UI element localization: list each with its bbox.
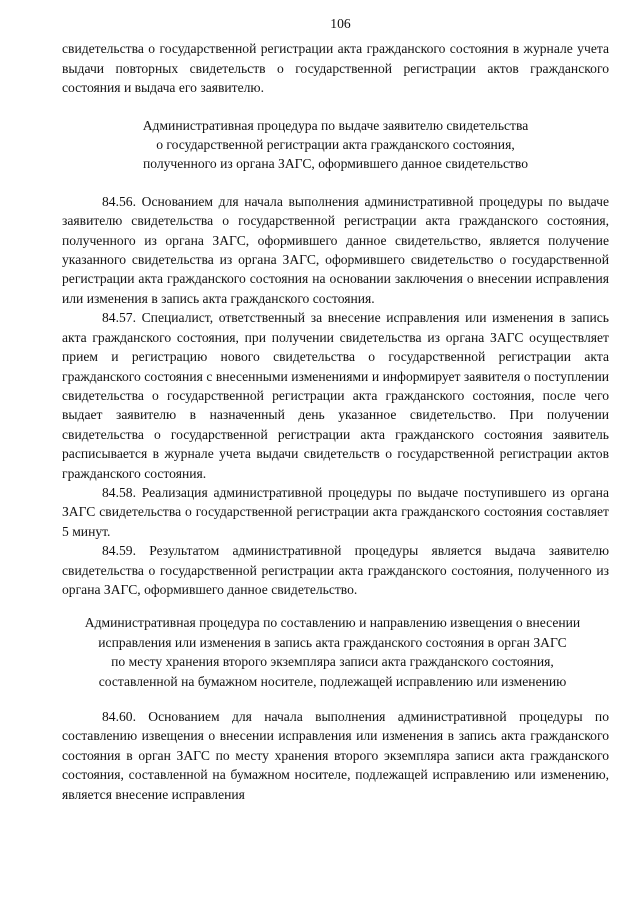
intro-paragraph: свидетельства о государственной регистрации акта гражданского состояния в журнале учета выдачи повторных свидетельств о государственной регистрации актов гражданского состояния и выдача его заявителю. <box>62 41 609 96</box>
paragraph-84-60: 84.60. Основанием для начала выполнения административной процедуры по составлению извещения о внесении исправления или изменения в запись акта гражданского состояния в орган ЗАГС по месту хранения второго экземпляра записи акта гражданского состояния, составленной на бумажном носителе, подлежащей исправлению или изменению, является внесение исправления <box>62 709 609 802</box>
paragraph-84-59: 84.59. Результатом административной процедуры является выдача заявителю свидетельства о государственной регистрации акта гражданского состояния, полученного из органа ЗАГС, оформившего данное свидетельство. <box>62 543 609 597</box>
paragraph-84-57: 84.57. Специалист, ответственный за внесение исправления или изменения в запись акта гражданского состояния, при получении свидетельства из органа ЗАГС осуществляет прием и регистрацию нового свидетельства о государственной регистрации акта гражданского состояния с внесенными изменениями и информирует заявителя о поступлении свидетельства о государственной регистрации акта гражданского состояния, после чего выдает заявителю в назначенный день указанное свидетельство. При получении свидетельства о государственной регистрации акта гражданского состояния заявитель расписывается в журнале учета выдачи свидетельств о государственной регистрации актов гражданского состояния. <box>62 310 609 481</box>
paragraph-84-56: 84.56. Основанием для начала выполнения административной процедуры по выдаче заявителю свидетельства о государственной регистрации акта гражданского состояния, полученного из органа ЗАГС, оформившего данное свидетельство, является получение указанного свидетельства из органа ЗАГС, оформившего свидетельство о государственной регистрации акта гражданского состояния на основании заключения о внесении исправления или изменения в запись акта гражданского состояния. <box>62 193 609 306</box>
heading-line: полученного из органа ЗАГС, оформившего данное свидетельство <box>142 156 529 172</box>
heading-line: составленной на бумажном носителе, подлежащей исправлению или изменению <box>98 673 567 689</box>
paragraph-84-58: 84.58. Реализация административной процедуры по выдаче поступившего из органа ЗАГС свидетельства о государственной регистрации акта гражданского состояния составляет 5 минут. <box>62 484 609 539</box>
heading-line: исправления или изменения в запись акта гражданского состояния в орган ЗАГС <box>98 634 567 650</box>
section-heading-issue-certificate <box>62 116 609 174</box>
heading-line: о государственной регистрации акта гражданского состояния, <box>156 137 515 153</box>
heading-line: Административная процедура по составлению и направлению извещения о внесении <box>84 615 581 631</box>
heading-line: по месту хранения второго экземпляра записи акта гражданского состояния, <box>111 654 554 670</box>
page-number: 106 <box>330 16 351 31</box>
section-heading-notification <box>56 613 609 691</box>
heading-line: Административная процедура по выдаче заявителю свидетельства <box>142 117 529 133</box>
